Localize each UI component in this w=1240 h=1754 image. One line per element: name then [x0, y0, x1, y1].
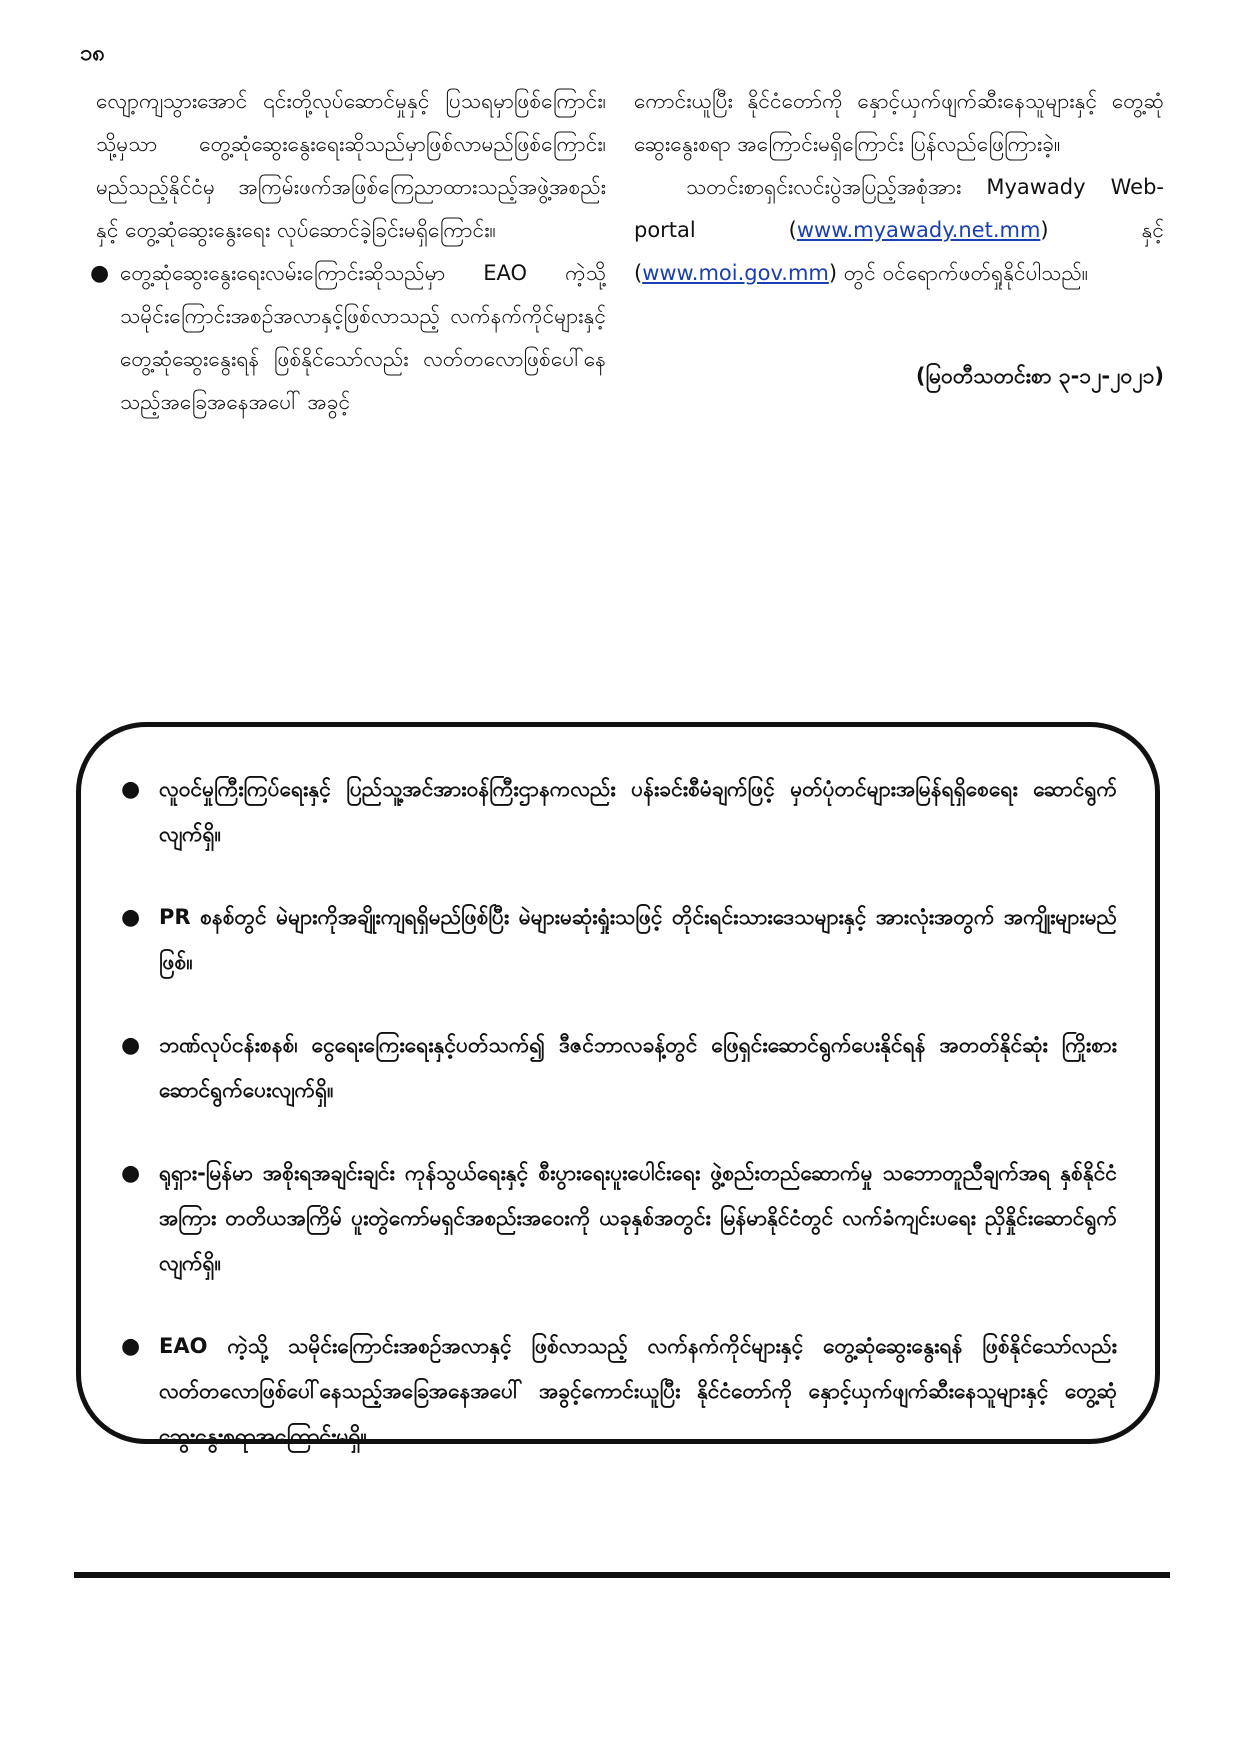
box-item-text: EAO ကဲ့သို့ သမိုင်းကြောင်းအစဉ်အလာနှင့် ဖြစ်လာသည့် လက်နက်ကိုင်များနှင့် တွေ့ဆုံဆွေးနွေးရန် ဖြစ်နိုင်သော်လည်း လတ်တလောဖြစ်ပေါ်နေသည့်အခြေအနေအပေါ် အခွင့်ကောင်းယူပြီး နိုင်ငံတော်ကို နှောင့်ယှက်ဖျက်ဆီးနေသူများနှင့် တွေ့ဆုံဆွေးနွေးစရာအကြောင်းမရှိ။: [159, 1334, 1117, 1448]
bullet-icon: ●: [90, 261, 110, 286]
box-item: [121, 1324, 1117, 1459]
box-item: [121, 767, 1117, 857]
right-paragraph: ကောင်းယူပြီး နိုင်ငံတော်ကို နှောင့်ယှက်ဖျက်ဆီးနေသူများနှင့် တွေ့ဆုံဆွေးနွေးစရာ အကြောင်းမရှိကြောင်း ပြန်လည်ဖြေကြားခဲ့။: [634, 89, 1164, 156]
box-item-text: ရုရှား-မြန်မာ အစိုးရအချင်းချင်း ကုန်သွယ်ရေးနှင့် စီးပွားရေးပူးပေါင်းရေး ဖွဲ့စည်းတည်ဆောက်မှု သဘောတူညီချက်အရ နှစ်နိုင်ငံအကြား တတိယအကြိမ် ပူးတွဲကော်မရှင်အစည်းအဝေးကို ယခုနှစ်အတွင်း မြန်မာနိုင်ငံတွင် လက်ခံကျင်းပရေး ညှိနှိုင်းဆောင်ရွက်လျက်ရှိ။: [159, 1161, 1117, 1275]
left-bullet-paragraph: [90, 252, 606, 424]
bullet-icon: ●: [121, 1033, 141, 1058]
para2-middle: ) နှင့် (: [634, 218, 1164, 285]
right-column: [634, 80, 1164, 398]
box-item-text: PR စနစ်တွင် မဲများကိုအချိုးကျရရှိမည်ဖြစ်ပြီး မဲများမဆုံးရှုံးသဖြင့် တိုင်းရင်းသားဒေသများနှင့် အားလုံးအတွက် အကျိုးများမည်ဖြစ်။: [159, 905, 1117, 974]
bullet-icon: ●: [121, 1334, 141, 1359]
right-paragraph-links: [634, 166, 1164, 295]
para2-suffix: ) တွင် ဝင်ရောက်ဖတ်ရှုနိုင်ပါသည်။: [828, 261, 1089, 285]
bottom-rule: [74, 1572, 1170, 1578]
box-item-text: လူဝင်မှုကြီးကြပ်ရေးနှင့် ပြည်သူ့အင်အားဝန်ကြီးဌာနကလည်း ပန်းခင်းစီမံချက်ဖြင့် မှတ်ပုံတင်များအမြန်ရရှိစေရေး ဆောင်ရွက်လျက်ရှိ။: [159, 777, 1117, 846]
left-paragraph: လျော့ကျသွားအောင် ၎င်းတို့လုပ်ဆောင်မှုနှင့် ပြသရမှာဖြစ်ကြောင်း၊ သို့မှသာ တွေ့ဆုံဆွေးနွေးရေးဆိုသည်မှာဖြစ်လာမည်ဖြစ်ကြောင်း၊ မည်သည့်နိုင်ငံမှ အကြမ်းဖက်အဖြစ်ကြေညာထားသည့်အဖွဲ့အစည်းနှင့် တွေ့ဆုံဆွေးနွေးရေး လုပ်ဆောင်ခဲ့ခြင်းမရှိကြောင်း။: [96, 89, 606, 242]
box-item: [121, 895, 1117, 985]
bullet-icon: ●: [121, 905, 141, 930]
box-item: [121, 1023, 1117, 1113]
bullet-icon: ●: [121, 777, 141, 802]
myawady-link[interactable]: www.myawady.net.mm: [796, 218, 1041, 242]
summary-box: [76, 722, 1160, 1448]
para2-prefix: သတင်းစာရှင်းလင်းပွဲအပြည့်အစုံအား Myawady Web-portal (: [634, 175, 1164, 242]
box-item: [121, 1151, 1117, 1286]
left-column: [90, 80, 606, 424]
bullet-icon: ●: [121, 1161, 141, 1186]
left-bullet-text: တွေ့ဆုံဆွေးနွေးရေးလမ်းကြောင်းဆိုသည်မှာ EAO ကဲ့သို့ သမိုင်းကြောင်းအစဉ်အလာနှင့်ဖြစ်လာသည့် လက်နက်ကိုင်များနှင့် တွေ့ဆုံဆွေးနွေးရန် ဖြစ်နိုင်သော်လည်း လတ်တလောဖြစ်ပေါ်နေသည့်အခြေအနေအပေါ် အခွင့်: [120, 261, 606, 414]
moi-link[interactable]: www.moi.gov.mm: [642, 261, 829, 285]
source-citation: (မြဝတီသတင်းစာ ၃-၁၂-၂၀၂၁): [915, 364, 1164, 388]
page-number: ၁၈: [80, 41, 105, 66]
box-item-text: ဘဏ်လုပ်ငန်းစနစ်၊ ငွေရေးကြေးရေးနှင့်ပတ်သက်၍ ဒီဇင်ဘာလခန့်တွင် ဖြေရှင်းဆောင်ရွက်ပေးနိုင်ရန် အတတ်နိုင်ဆုံး ကြိုးစားဆောင်ရွက်ပေးလျက်ရှိ။: [159, 1033, 1117, 1102]
